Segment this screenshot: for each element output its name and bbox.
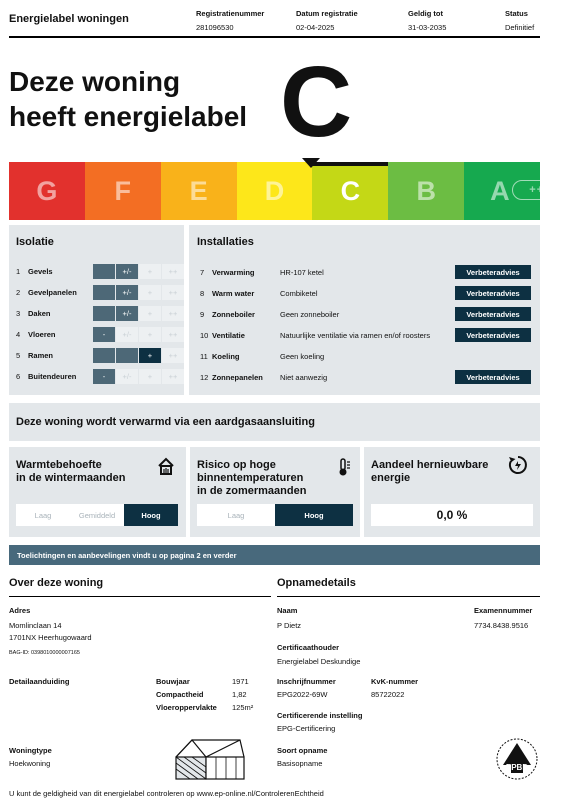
risico-option-laag: Laag: [227, 510, 245, 520]
bouwjaar-value: 1971: [232, 677, 249, 686]
compactheid-label: Compactheid: [156, 690, 204, 699]
vloeroppervlakte-value: 125m²: [232, 703, 254, 712]
registratienummer-value: 281096530: [196, 23, 234, 32]
isolatie-rating-cell: +/-: [116, 264, 138, 279]
a-plus-badge: ++++: [512, 180, 576, 200]
isolatie-rating-cell: ++: [162, 264, 184, 279]
energy-scale: [9, 162, 559, 220]
verbeteradvies-button[interactable]: Verbeteradvies: [455, 370, 531, 384]
status-label: Status: [505, 9, 528, 18]
installatie-number: 12: [200, 373, 209, 382]
warmtebehoefte-line-1: Warmtebehoefte: [16, 459, 102, 471]
isolatie-row-label: Ramen: [28, 351, 54, 360]
adres-line-1: Momlinclaan 14: [9, 621, 62, 630]
installatie-value: Niet aanwezig: [280, 373, 328, 382]
energy-label-letter: C: [280, 46, 353, 158]
installatie-value: Natuurlijke ventilatie via ramen en/of roosters: [280, 331, 431, 340]
kvk-value: 85722022: [371, 690, 405, 699]
isolatie-row: [16, 285, 77, 300]
isolatie-rating: [93, 369, 185, 384]
hernieuwbaar-panel: [364, 447, 540, 537]
isolatie-rating: [93, 348, 185, 363]
risico-scale: [197, 504, 353, 526]
soort-opname-value: Basisopname: [277, 759, 323, 768]
isolatie-rating-cell: +/-: [116, 285, 138, 300]
datum-registratie-block: [296, 9, 358, 32]
warmtebehoefte-option-hoog: Hoog: [124, 504, 178, 526]
risico-title: [197, 459, 306, 498]
house-heat-icon: [157, 457, 175, 475]
isolatie-rating-cell: -: [93, 327, 115, 342]
installatie-value: HR-107 ketel: [280, 268, 324, 277]
epbd-logo: [495, 737, 539, 781]
isolatie-rating-cell: [93, 264, 115, 279]
naam-label: Naam: [277, 606, 298, 615]
isolatie-row-label: Gevelpanelen: [28, 288, 77, 297]
warmtebehoefte-option-laag: Laag: [34, 510, 52, 520]
over-divider: [9, 596, 271, 597]
isolatie-row-label: Buitendeuren: [28, 372, 77, 381]
isolatie-rating-cell: +: [139, 369, 161, 384]
installatie-label: Warm water: [212, 289, 255, 298]
warmtebehoefte-panel: [9, 447, 186, 537]
isolatie-rating-cell: +: [139, 264, 161, 279]
isolatie-row-number: 1: [16, 267, 21, 276]
isolatie-rating-cell: +: [139, 348, 161, 363]
risico-panel: [190, 447, 360, 537]
isolatie-row: [16, 264, 53, 279]
isolatie-row-label: Gevels: [28, 267, 53, 276]
warmtebehoefte-scale: [16, 504, 178, 526]
verbeteradvies-button[interactable]: Verbeteradvies: [455, 286, 531, 300]
renewable-cycle-icon: [508, 455, 528, 475]
woningtype-label: Woningtype: [9, 746, 52, 755]
isolatie-rating-cell: ++: [162, 327, 184, 342]
status-block: [505, 9, 534, 32]
installatie-number: 7: [200, 268, 205, 277]
warmtebehoefte-title: [16, 459, 125, 485]
isolatie-row-label: Vloeren: [28, 330, 56, 339]
installatie-label: Verwarming: [212, 268, 255, 277]
bag-id: BAG-ID: 0398010000007165: [9, 650, 80, 656]
risico-line-3: in de zomermaanden: [197, 485, 307, 497]
info-banner: Toelichtingen en aanbevelingen vindt u op pagina 2 en verder: [9, 545, 540, 565]
certificaathouder-value: Energielabel Deskundige: [277, 657, 361, 666]
installatie-label: Ventilatie: [212, 331, 245, 340]
scale-letter: A: [490, 175, 510, 206]
house-type-icon: [172, 737, 246, 781]
scale-class-a: [464, 162, 559, 220]
installatie-number: 11: [200, 352, 208, 361]
isolatie-panel: [9, 225, 184, 395]
page-title: [9, 64, 279, 134]
isolatie-rating: [93, 264, 185, 279]
risico-option-hoog: Hoog: [275, 504, 353, 526]
isolatie-rating: [93, 327, 185, 342]
isolatie-row: [16, 327, 56, 342]
examennummer-value: 7734.8438.9516: [474, 621, 529, 630]
document-type: Energielabel woningen: [9, 13, 129, 25]
scale-letter: E: [189, 175, 208, 206]
risico-line-2: binnentemperaturen: [197, 472, 304, 484]
scale-class-e: [161, 162, 237, 220]
isolatie-rating-cell: [93, 348, 115, 363]
isolatie-rating-cell: [116, 348, 138, 363]
isolatie-row: [16, 306, 51, 321]
scale-class-b: [388, 162, 464, 220]
registratienummer-label: Registratienummer: [196, 9, 265, 18]
scale-letter: D: [264, 175, 285, 206]
verwarming-panel: [9, 403, 540, 441]
verbeteradvies-button[interactable]: Verbeteradvies: [455, 307, 531, 321]
opname-title: Opnamedetails: [277, 577, 356, 589]
compactheid-value: 1,82: [232, 690, 247, 699]
isolatie-title: Isolatie: [16, 236, 54, 248]
scale-letter: B: [416, 175, 436, 206]
adres-line-2: 1701NX Heerhugowaard: [9, 633, 92, 642]
geldig-tot-block: [408, 9, 446, 32]
installatie-number: 8: [200, 289, 205, 298]
isolatie-rating-cell: ++: [162, 369, 184, 384]
scale-class-f: [85, 162, 161, 220]
installatie-value: Geen zonneboiler: [280, 310, 340, 319]
isolatie-rating-cell: ++: [162, 306, 184, 321]
verwarming-text: Deze woning wordt verwarmd via een aardgasaansluiting: [16, 416, 315, 428]
inschrijfnummer-label: Inschrijfnummer: [277, 677, 336, 686]
installatie-label: Zonneboiler: [212, 310, 255, 319]
isolatie-rating-cell: +/-: [116, 327, 138, 342]
datum-registratie-value: 02-04-2025: [296, 23, 335, 32]
footer-validation-text: U kunt de geldigheid van dit energielabel controleren op www.ep-online.nl/ControlerenEchtheid: [9, 789, 324, 798]
adres-label: Adres: [9, 606, 31, 615]
isolatie-rating-cell: -: [93, 369, 115, 384]
bouwjaar-label: Bouwjaar: [156, 677, 190, 686]
current-label-pointer: [302, 158, 320, 168]
over-title: Over deze woning: [9, 577, 104, 589]
hernieuwbaar-line-2: energie: [371, 472, 411, 484]
scale-class-g: [9, 162, 85, 220]
installatie-label: Koeling: [212, 352, 240, 361]
detailaanduiding-label: Detailaanduiding: [9, 677, 70, 686]
geldig-tot-label: Geldig tot: [408, 9, 443, 18]
isolatie-row-number: 4: [16, 330, 21, 339]
certificerende-instelling-label: Certificerende instelling: [277, 711, 363, 720]
isolatie-rating: [93, 306, 185, 321]
hernieuwbaar-value: 0,0 %: [436, 508, 468, 522]
kvk-label: KvK-nummer: [371, 677, 419, 686]
certificerende-instelling-value: EPG-Certificering: [277, 724, 336, 733]
woningtype-value: Hoekwoning: [9, 759, 51, 768]
inschrijfnummer-value: EPG2022-69W: [277, 690, 328, 699]
isolatie-rating-cell: +: [139, 285, 161, 300]
isolatie-row-number: 3: [16, 309, 21, 318]
vloeroppervlakte-label: Vloeroppervlakte: [156, 703, 217, 712]
installaties-title: Installaties: [197, 236, 254, 248]
isolatie-rating-cell: ++: [162, 348, 184, 363]
scale-class-c: [312, 162, 388, 220]
scale-class-d: [237, 162, 313, 220]
installatie-number: 10: [200, 331, 209, 340]
verbeteradvies-button[interactable]: Verbeteradvies: [455, 328, 531, 342]
isolatie-rating-cell: +: [139, 306, 161, 321]
installatie-label: Zonnepanelen: [212, 373, 263, 382]
isolatie-rating-cell: [93, 306, 115, 321]
scale-letter: G: [36, 175, 58, 206]
opname-divider: [277, 596, 540, 597]
isolatie-row-number: 6: [16, 372, 21, 381]
warmtebehoefte-option-gemiddeld: Gemiddeld: [78, 510, 116, 520]
header-divider: [9, 36, 540, 38]
naam-value: P Dietz: [277, 621, 302, 630]
isolatie-rating: [93, 285, 185, 300]
isolatie-row-number: 2: [16, 288, 21, 297]
scale-letter: F: [114, 175, 132, 206]
thermometer-icon: [336, 457, 352, 477]
datum-registratie-label: Datum registratie: [296, 9, 358, 18]
isolatie-rating-cell: +/-: [116, 306, 138, 321]
geldig-tot-value: 31-03-2035: [408, 23, 447, 32]
scale-letter: C: [340, 175, 361, 206]
installatie-number: 9: [200, 310, 205, 319]
hernieuwbaar-title: [371, 459, 488, 485]
hernieuwbaar-line-1: Aandeel hernieuwbare: [371, 459, 489, 471]
isolatie-rating-cell: +/-: [116, 369, 138, 384]
isolatie-row-number: 5: [16, 351, 21, 360]
hernieuwbaar-value-box: [371, 504, 533, 526]
soort-opname-label: Soort opname: [277, 746, 328, 755]
installatie-value: Geen koeling: [280, 352, 325, 361]
examennummer-label: Examennummer: [474, 606, 533, 615]
title-line-1: Deze woning: [9, 66, 181, 97]
isolatie-row: [16, 369, 76, 384]
registratienummer-block: [196, 9, 264, 32]
installatie-value: Combiketel: [280, 289, 318, 298]
svg-text:EPBD: EPBD: [505, 763, 529, 772]
verbeteradvies-button[interactable]: Verbeteradvies: [455, 265, 531, 279]
isolatie-rating-cell: [93, 285, 115, 300]
isolatie-row: [16, 348, 53, 363]
risico-line-1: Risico op hoge: [197, 459, 276, 471]
certificaathouder-label: Certificaathouder: [277, 643, 340, 652]
isolatie-rating-cell: ++: [162, 285, 184, 300]
status-value: Definitief: [505, 23, 535, 32]
isolatie-rating-cell: +: [139, 327, 161, 342]
isolatie-row-label: Daken: [28, 309, 51, 318]
title-line-2: heeft energielabel: [9, 101, 248, 132]
warmtebehoefte-line-2: in de wintermaanden: [16, 472, 126, 484]
